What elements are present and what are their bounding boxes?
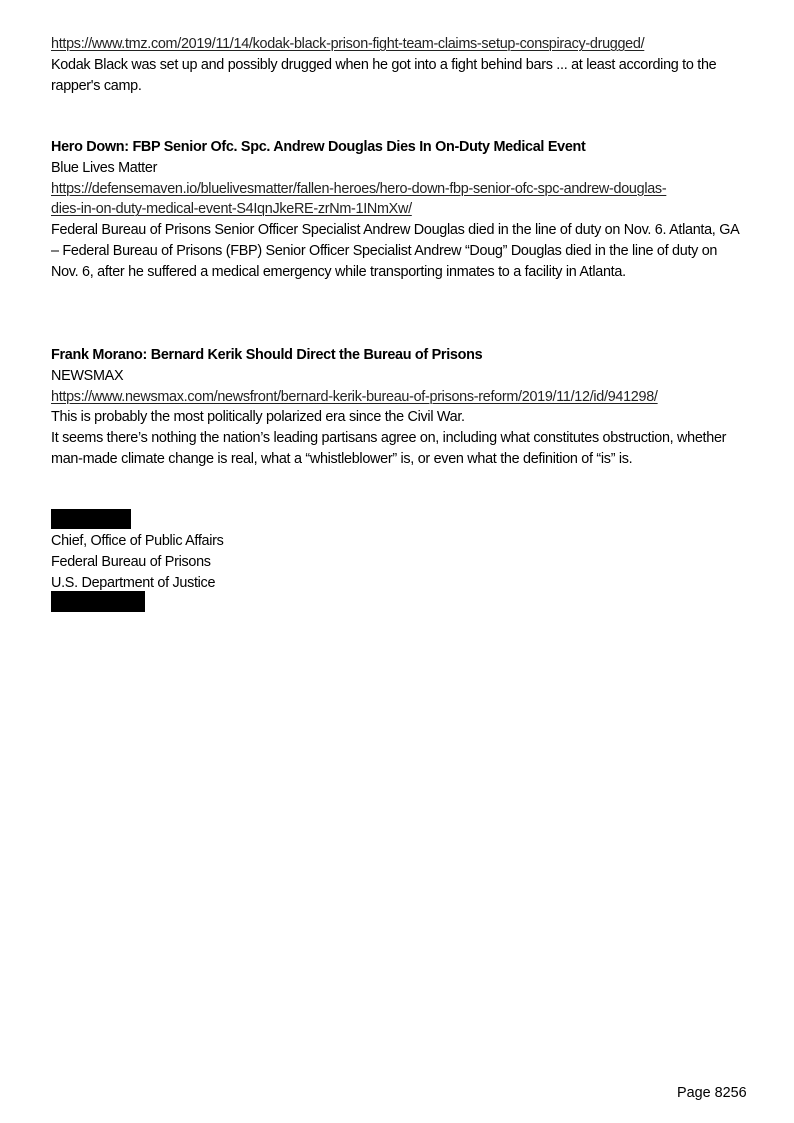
article-title: Frank Morano: Bernard Kerik Should Direct the Bureau of Prisons [51,347,483,363]
article-link[interactable]: https://defensemaven.io/bluelivesmatter/fallen-heroes/hero-down-fbp-senior-ofc-spc-andrew-douglas- [51,180,667,197]
redacted-contact-block [51,591,145,612]
article-bernard-kerik [51,345,741,470]
redacted-name-block [51,509,131,529]
page-number: Page 8256 [677,1085,747,1101]
signature-org: Federal Bureau of Prisons [51,553,211,570]
article-summary-continued: It seems there’s nothing the nation’s leading partisans agree on, including what constitutes obstruction, whether man-made climate change is real, what a “whistleblower” is, or even what the definition of “is” is. [51,430,727,467]
article-source: Blue Lives Matter [51,159,158,176]
article-link-continued[interactable]: dies-in-on-duty-medical-event-S4IqnJkeRE-zrNm-1INmXw/ [51,201,412,218]
article-link[interactable]: https://www.tmz.com/2019/11/14/kodak-black-prison-fight-team-claims-setup-conspiracy-drugged/ [51,36,645,52]
article-title: Hero Down: FBP Senior Ofc. Spc. Andrew Douglas Dies In On-Duty Medical Event [51,139,586,155]
article-link[interactable]: https://www.newsmax.com/newsfront/bernard-kerik-bureau-of-prisons-reform/2019/11/12/id/941298/ [51,388,658,405]
article-summary: This is probably the most politically polarized era since the Civil War. [51,409,465,426]
signature-block [51,531,741,593]
signature-dept: U.S. Department of Justice [51,574,216,591]
article-kodak-black [51,34,741,96]
article-source: NEWSMAX [51,367,124,384]
article-summary: Kodak Black was set up and possibly drugged when he got into a fight behind bars ... at least according to the rapper's camp. [51,56,717,94]
article-andrew-douglas [51,137,741,283]
signature-title: Chief, Office of Public Affairs [51,533,224,549]
article-summary: Federal Bureau of Prisons Senior Officer Specialist Andrew Douglas died in the line of duty on Nov. 6. Atlanta, GA – Federal Bureau of Prisons (FBP) Senior Officer Specialist Andrew “Doug” Douglas died in the line of duty on Nov. 6, after he suffered a medical emergency while transporting inmates to a facility in Atlanta. [51,222,739,280]
